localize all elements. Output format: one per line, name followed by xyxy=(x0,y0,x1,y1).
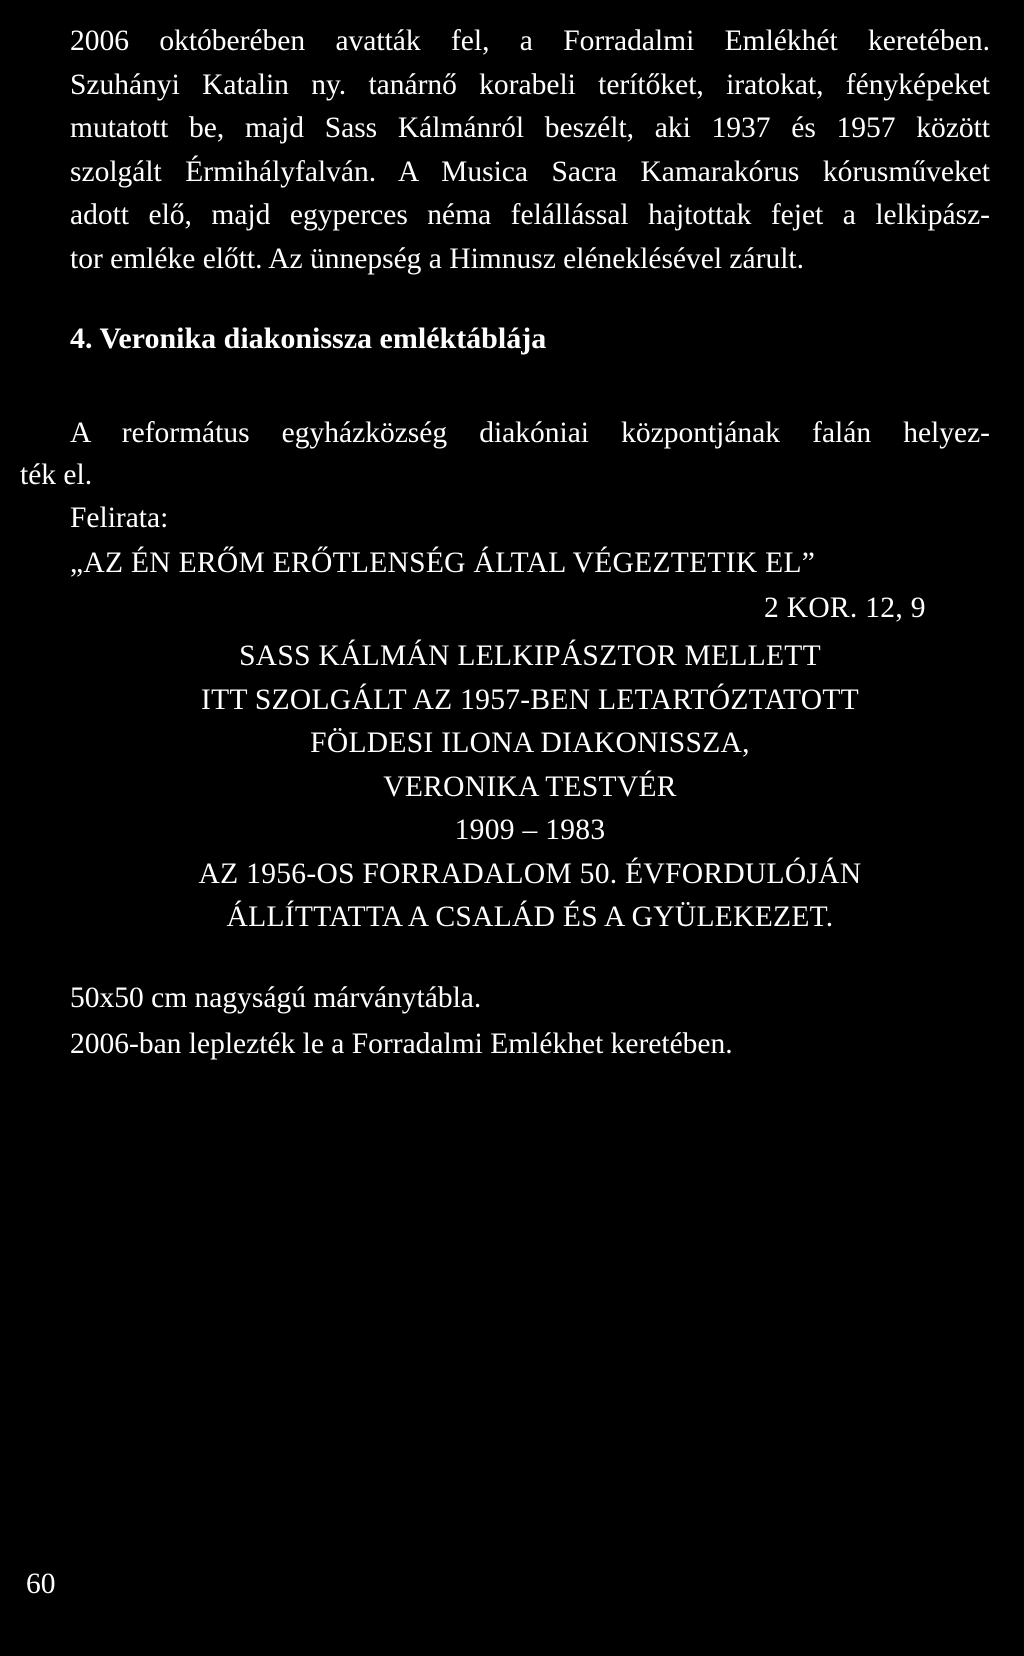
paragraph-line: 2006 októberében avatták fel, a Forradalmi Emlékhét keretében. xyxy=(70,25,990,57)
page-number: 60 xyxy=(26,1568,56,1600)
note-size: 50x50 cm nagyságú márványtábla. xyxy=(70,982,482,1014)
paragraph-line: adott elő, majd egyperces néma felállással hajtottak fejet a lelkipász- xyxy=(70,199,990,231)
inscription-line: AZ 1956-OS FORRADALOM 50. ÉVFORDULÓJÁN xyxy=(198,857,862,890)
paragraph-line: Szuhányi Katalin ny. tanárnő korabeli terítőket, iratokat, fényképeket xyxy=(70,68,990,101)
paragraph-ceremony xyxy=(70,20,990,281)
inscription-reference: 2 KOR. 12, 9 xyxy=(764,592,926,624)
inscription-label: Felirata: xyxy=(70,502,169,534)
intro-line: ték el. xyxy=(20,459,93,491)
paragraph-line: mutatott be, majd Sass Kálmánról beszélt, aki 1937 és 1957 között xyxy=(70,112,990,144)
note-unveiled: 2006-ban leplezték le a Forradalmi Emlékhet keretében. xyxy=(70,1028,733,1060)
inscription-line: VERONIKA TESTVÉR xyxy=(383,770,677,803)
inscription-line: SASS KÁLMÁN LELKIPÁSZTOR MELLETT xyxy=(239,640,821,672)
paragraph-line: tor emléke előtt. Az ünnepség a Himnusz eléneklésével zárult. xyxy=(70,242,804,275)
inscription-line: ÁLLÍTTATTA A CSALÁD ÉS A GYÜLEKEZET. xyxy=(226,901,834,933)
inscription-line: FÖLDESI ILONA DIAKONISSZA, xyxy=(310,727,750,759)
intro-line: A református egyházközség diakóniai központjának falán helyez- xyxy=(70,417,990,449)
inscription-line: ITT SZOLGÁLT AZ 1957-BEN LETARTÓZTATOTT xyxy=(201,683,859,716)
section-intro xyxy=(20,412,990,496)
paragraph-line: szolgált Érmihályfalván. A Musica Sacra Kamarakórus kórusműveket xyxy=(70,155,990,188)
section-heading: 4. Veronika diakonissza emléktáblája xyxy=(70,322,547,355)
inscription-motto: „AZ ÉN ERŐM ERŐTLENSÉG ÁLTAL VÉGEZTETIK EL” xyxy=(70,547,816,579)
inscription-line: 1909 – 1983 xyxy=(454,814,606,846)
inscription-text xyxy=(70,635,990,940)
